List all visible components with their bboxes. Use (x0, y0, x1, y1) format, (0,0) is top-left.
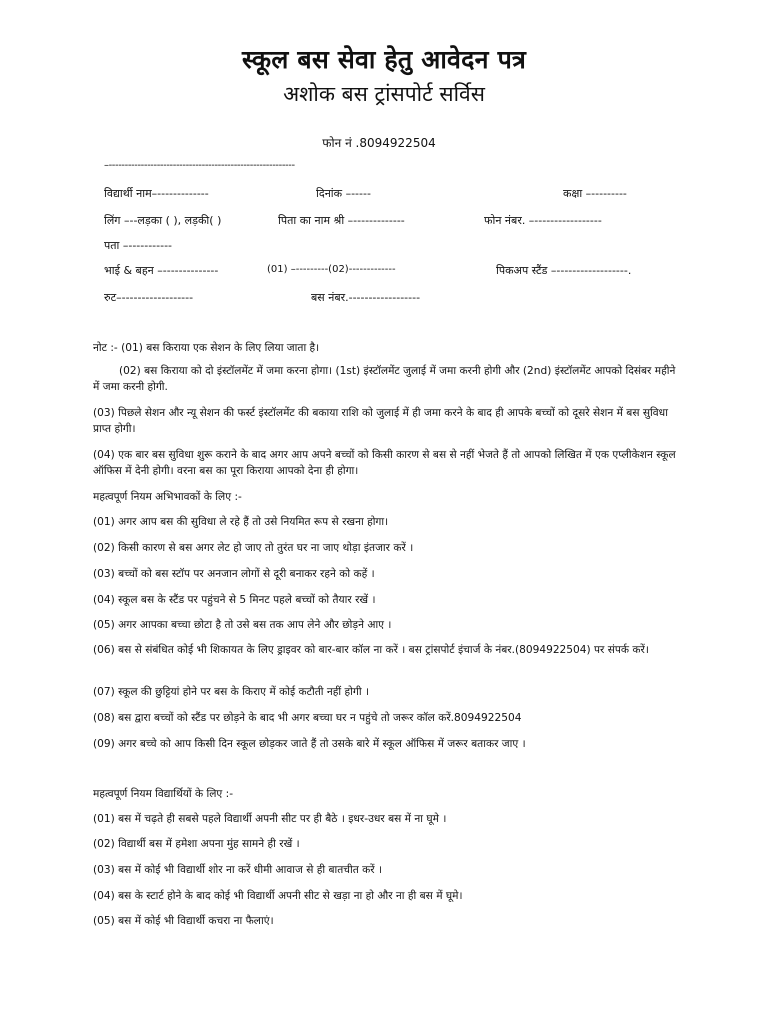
bus-number-field[interactable]: बस नंबर.------------------ (311, 291, 421, 304)
separator-line: –---------------------------------------------------------- (104, 160, 295, 171)
note-4: (04) एक बार बस सुविधा शुरू कराने के बाद अगर आप अपने बच्चों को किसी कारण से बस से नहीं भेजते हैं तो आपको लिखित में एक एप्लीकेशन स्कूल ऑफिस में देनी होगी। वरना बस का पूरा किराया आपको देना ही होगा। (93, 449, 676, 477)
student-name-field[interactable]: विद्यार्थी नाम–------------- (104, 187, 209, 200)
parent-rule-7: (07) स्कूल की छुट्टियां होने पर बस के किराए में कोई कटौती नहीं होगी । (93, 686, 369, 698)
note-2: (02) बस किराया को दो इंस्टॉलमेंट में जमा करना होगा। (1st) इंस्टॉलमेंट जुलाई में जमा करनी होगी और (2nd) इंस्टॉलमेंट आपको दिसंबर महीने में जमा करनी होगी. (93, 365, 676, 393)
pickup-stand-field[interactable]: पिकअप स्टैंड –------------------. (496, 264, 632, 277)
siblings-field[interactable]: भाई & बहन –-------------- (104, 264, 219, 277)
parent-rule-3: (03) बच्चों को बस स्टॉप पर अनजान लोगों से दूरी बनाकर रहने को कहें । (93, 568, 375, 580)
page-title: स्कूल बस सेवा हेतु आवेदन पत्र (242, 45, 526, 74)
parent-rule-9: (09) अगर बच्चे को आप किसी दिन स्कूल छोड़कर जाते हैं तो उसके बारे में स्कूल ऑफिस में जरूर बताकर जाए । (93, 738, 526, 750)
parent-rule-1: (01) अगर आप बस की सुविधा ले रहे हैं तो उसे नियमित रूप से रखना होगा। (93, 516, 389, 528)
parents-rules-heading: महत्वपूर्ण नियम अभिभावकों के लिए :- (93, 491, 242, 503)
parent-rule-6: (06) बस से संबंधित कोई भी शिकायत के लिए ड्राइवर को बार-बार कॉल ना करें । बस ट्रांसपोर्ट इंचार्ज के नंबर.(8094922504) पर संपर्क करें। (93, 644, 649, 656)
parent-rule-5: (05) अगर आपका बच्चा छोटा है तो उसे बस तक आप लेने और छोड़ने आए । (93, 619, 392, 631)
note-3: (03) पिछले सेशन और न्यू सेशन की फर्स्ट इंस्टॉलमेंट की बकाया राशि को जुलाई में ही जमा करने के बाद ही आपके बच्चों को दूसरे सेशन में बस सुविधा प्राप्त होगी। (93, 407, 668, 435)
phone-number-field[interactable]: फोन नंबर. –----------------- (484, 214, 602, 227)
father-name-field[interactable]: पिता का नाम श्री –------------- (278, 214, 405, 227)
route-field[interactable]: रुट–------------------ (104, 291, 194, 304)
student-rule-4: (04) बस के स्टार्ट होने के बाद कोई भी विद्यार्थी अपनी सीट से खड़ा ना हो और ना ही बस में घूमे। (93, 890, 463, 902)
students-rules-heading: महत्वपूर्ण नियम विद्यार्थियों के लिए :- (93, 788, 234, 800)
student-rule-1: (01) बस में चढ़ते ही सबसे पहले विद्यार्थी अपनी सीट पर ही बैठे । इधर-उधर बस में ना घूमे । (93, 813, 447, 825)
company-name: अशोक बस ट्रांसपोर्ट सर्विस (283, 82, 485, 106)
gender-field[interactable]: लिंग –--लड़का ( ), लड़की( ) (104, 214, 222, 227)
class-field[interactable]: कक्षा –--------- (563, 187, 627, 200)
student-rule-2: (02) विद्यार्थी बस में हमेशा अपना मुंह सामने ही रखें । (93, 838, 300, 850)
student-rule-5: (05) बस में कोई भी विद्यार्थी कचरा ना फैलाएं। (93, 915, 274, 927)
company-phone: फोन नं .8094922504 (322, 136, 436, 150)
note-1: नोट :- (01) बस किराया एक सेशन के लिए लिया जाता है। (93, 342, 320, 354)
student-rule-3: (03) बस में कोई भी विद्यार्थी शोर ना करें धीमी आवाज से ही बातचीत करें । (93, 864, 383, 876)
parent-rule-8: (08) बस द्वारा बच्चों को स्टैंड पर छोड़ने के बाद भी अगर बच्चा घर न पहुंचे तो जरूर कॉल करें.8094922504 (93, 712, 522, 724)
sibling-numbers-field[interactable]: (01) –---------(02)------------- (267, 264, 396, 275)
address-field[interactable]: पता –----------- (104, 239, 173, 252)
date-field[interactable]: दिनांक –----- (316, 187, 371, 200)
parent-rule-4: (04) स्कूल बस के स्टैंड पर पहुंचने से 5 मिनट पहले बच्चों को तैयार रखें । (93, 594, 376, 606)
parent-rule-2: (02) किसी कारण से बस अगर लेट हो जाए तो तुरंत घर ना जाए थोड़ा इंतजार करें । (93, 542, 414, 554)
